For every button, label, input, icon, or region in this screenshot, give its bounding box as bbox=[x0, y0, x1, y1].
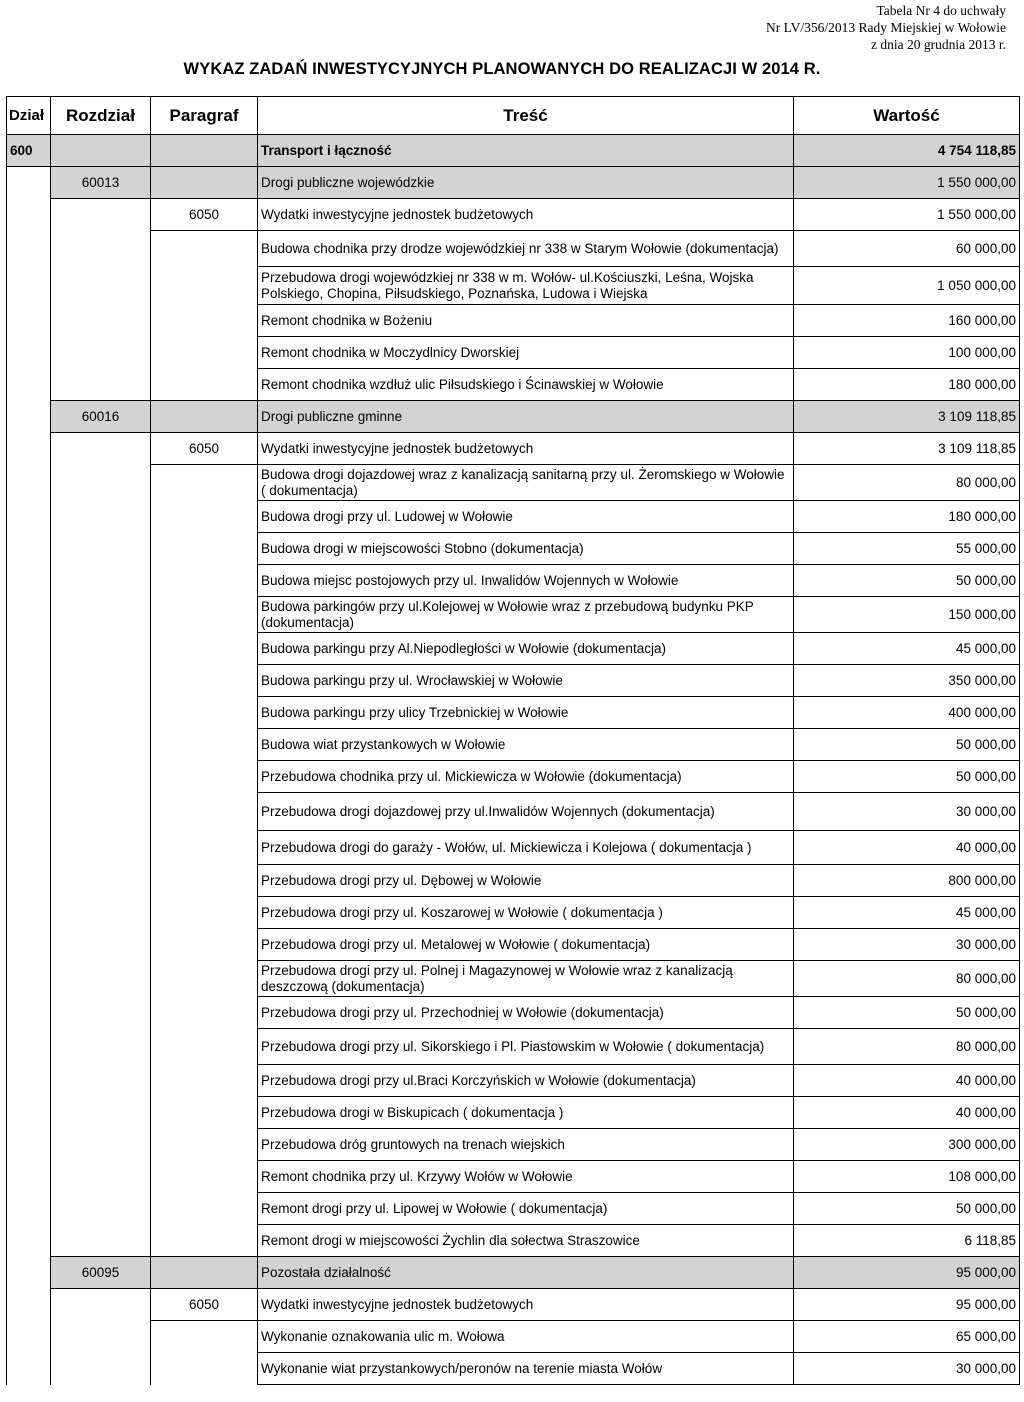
task-value: 80 000,00 bbox=[794, 465, 1020, 501]
empty-cell bbox=[7, 665, 51, 697]
task-row bbox=[7, 533, 1020, 565]
task-value: 1 050 000,00 bbox=[794, 267, 1020, 305]
rozdzial-value: 1 550 000,00 bbox=[794, 167, 1020, 199]
task-value: 108 000,00 bbox=[794, 1161, 1020, 1193]
empty-cell bbox=[7, 897, 51, 929]
empty-cell bbox=[151, 1161, 258, 1193]
task-row bbox=[7, 793, 1020, 831]
empty-cell bbox=[51, 665, 151, 697]
empty-cell bbox=[151, 1321, 258, 1353]
empty-cell bbox=[151, 501, 258, 533]
empty-cell bbox=[51, 831, 151, 865]
task-value: 150 000,00 bbox=[794, 597, 1020, 633]
empty-cell bbox=[151, 597, 258, 633]
task-name: Remont chodnika w Moczydlnicy Dworskiej bbox=[258, 337, 794, 369]
task-row bbox=[7, 729, 1020, 761]
task-name: Remont drogi w miejscowości Żychlin dla sołectwa Straszowice bbox=[258, 1225, 794, 1257]
empty-cell bbox=[7, 465, 51, 501]
task-row bbox=[7, 997, 1020, 1029]
task-value: 160 000,00 bbox=[794, 305, 1020, 337]
task-row bbox=[7, 1353, 1020, 1385]
task-row bbox=[7, 1161, 1020, 1193]
paragraf-value: 1 550 000,00 bbox=[794, 199, 1020, 231]
rozdzial-row bbox=[7, 167, 1020, 199]
task-row bbox=[7, 305, 1020, 337]
task-value: 180 000,00 bbox=[794, 501, 1020, 533]
resolution-note bbox=[766, 2, 1006, 53]
dzial-name: Transport i łączność bbox=[258, 135, 794, 167]
paragraf-name: Wydatki inwestycyjne jednostek budżetowych bbox=[258, 433, 794, 465]
empty-cell bbox=[7, 167, 51, 199]
empty-cell bbox=[51, 305, 151, 337]
empty-cell bbox=[151, 697, 258, 729]
empty-cell bbox=[51, 1289, 151, 1321]
task-row bbox=[7, 1065, 1020, 1097]
empty-cell bbox=[151, 305, 258, 337]
task-name: Budowa miejsc postojowych przy ul. Inwalidów Wojennych w Wołowie bbox=[258, 565, 794, 597]
task-name: Przebudowa dróg gruntowych na trenach wiejskich bbox=[258, 1129, 794, 1161]
task-value: 50 000,00 bbox=[794, 1193, 1020, 1225]
task-row bbox=[7, 929, 1020, 961]
empty-cell bbox=[7, 729, 51, 761]
empty-cell bbox=[151, 135, 258, 167]
col-header-wartosc: Wartość bbox=[794, 97, 1020, 135]
task-row bbox=[7, 231, 1020, 267]
task-value: 6 118,85 bbox=[794, 1225, 1020, 1257]
empty-cell bbox=[7, 1257, 51, 1289]
task-name: Przebudowa drogi przy ul. Koszarowej w Wołowie ( dokumentacja ) bbox=[258, 897, 794, 929]
task-row bbox=[7, 597, 1020, 633]
empty-cell bbox=[151, 897, 258, 929]
rozdzial-value: 3 109 118,85 bbox=[794, 401, 1020, 433]
task-value: 60 000,00 bbox=[794, 231, 1020, 267]
task-row bbox=[7, 865, 1020, 897]
table-body bbox=[7, 135, 1020, 1385]
task-row bbox=[7, 1029, 1020, 1065]
empty-cell bbox=[7, 831, 51, 865]
empty-cell bbox=[151, 533, 258, 565]
empty-cell bbox=[7, 433, 51, 465]
task-row bbox=[7, 1097, 1020, 1129]
task-name: Budowa chodnika przy drodze wojewódzkiej nr 338 w Starym Wołowie (dokumentacja) bbox=[258, 231, 794, 267]
task-name: Przebudowa drogi do garaży - Wołów, ul. Mickiewicza i Kolejowa ( dokumentacja ) bbox=[258, 831, 794, 865]
empty-cell bbox=[7, 597, 51, 633]
empty-cell bbox=[151, 1193, 258, 1225]
rozdzial-name: Drogi publiczne gminne bbox=[258, 401, 794, 433]
empty-cell bbox=[151, 167, 258, 199]
task-row bbox=[7, 1225, 1020, 1257]
empty-cell bbox=[7, 565, 51, 597]
empty-cell bbox=[51, 465, 151, 501]
empty-cell bbox=[7, 305, 51, 337]
task-value: 50 000,00 bbox=[794, 565, 1020, 597]
task-row bbox=[7, 369, 1020, 401]
task-value: 50 000,00 bbox=[794, 761, 1020, 793]
empty-cell bbox=[7, 929, 51, 961]
task-row bbox=[7, 961, 1020, 997]
empty-cell bbox=[151, 997, 258, 1029]
task-value: 30 000,00 bbox=[794, 793, 1020, 831]
task-row bbox=[7, 337, 1020, 369]
task-row bbox=[7, 697, 1020, 729]
empty-cell bbox=[7, 267, 51, 305]
task-name: Remont drogi przy ul. Lipowej w Wołowie ( dokumentacja) bbox=[258, 1193, 794, 1225]
task-name: Remont chodnika przy ul. Krzywy Wołów w Wołowie bbox=[258, 1161, 794, 1193]
empty-cell bbox=[151, 665, 258, 697]
task-value: 65 000,00 bbox=[794, 1321, 1020, 1353]
empty-cell bbox=[51, 231, 151, 267]
empty-cell bbox=[7, 199, 51, 231]
paragraf-code: 6050 bbox=[151, 199, 258, 231]
empty-cell bbox=[51, 961, 151, 997]
task-name: Budowa drogi w miejscowości Stobno (dokumentacja) bbox=[258, 533, 794, 565]
empty-cell bbox=[7, 1065, 51, 1097]
empty-cell bbox=[7, 997, 51, 1029]
task-row bbox=[7, 1193, 1020, 1225]
task-name: Przebudowa chodnika przy ul. Mickiewicza w Wołowie (dokumentacja) bbox=[258, 761, 794, 793]
task-row bbox=[7, 1321, 1020, 1353]
task-name: Przebudowa drogi przy ul. Metalowej w Wołowie ( dokumentacja) bbox=[258, 929, 794, 961]
paragraf-name: Wydatki inwestycyjne jednostek budżetowych bbox=[258, 199, 794, 231]
rozdzial-code: 60095 bbox=[51, 1257, 151, 1289]
task-value: 30 000,00 bbox=[794, 1353, 1020, 1385]
task-row bbox=[7, 267, 1020, 305]
empty-cell bbox=[51, 865, 151, 897]
empty-cell bbox=[7, 1097, 51, 1129]
empty-cell bbox=[7, 337, 51, 369]
empty-cell bbox=[51, 1353, 151, 1385]
task-value: 180 000,00 bbox=[794, 369, 1020, 401]
task-row bbox=[7, 665, 1020, 697]
page-title: WYKAZ ZADAŃ INWESTYCYJNYCH PLANOWANYCH DO REALIZACJI W 2014 R. bbox=[183, 60, 821, 78]
task-name: Przebudowa drogi przy ul. Polnej i Magazynowej w Wołowie wraz z kanalizacją deszczową (dokumentacja) bbox=[258, 961, 794, 997]
task-value: 80 000,00 bbox=[794, 1029, 1020, 1065]
task-name: Przebudowa drogi wojewódzkiej nr 338 w m. Wołów- ul.Kościuszki, Leśna, Wojska Polskiego, Chopina, Piłsudskiego, Poznańska, Ludowa i Wiejska bbox=[258, 267, 794, 305]
empty-cell bbox=[7, 1193, 51, 1225]
empty-cell bbox=[51, 1129, 151, 1161]
empty-cell bbox=[51, 533, 151, 565]
empty-cell bbox=[151, 401, 258, 433]
task-row bbox=[7, 831, 1020, 865]
task-name: Budowa drogi przy ul. Ludowej w Wołowie bbox=[258, 501, 794, 533]
empty-cell bbox=[151, 729, 258, 761]
col-header-paragraf: Paragraf bbox=[151, 97, 258, 135]
empty-cell bbox=[7, 401, 51, 433]
col-header-rozdzial: Rozdział bbox=[51, 97, 151, 135]
task-value: 800 000,00 bbox=[794, 865, 1020, 897]
col-header-dzial: Dział bbox=[7, 97, 51, 135]
resolution-note-line: Tabela Nr 4 do uchwały bbox=[876, 3, 1006, 18]
empty-cell bbox=[151, 1257, 258, 1289]
empty-cell bbox=[51, 597, 151, 633]
empty-cell bbox=[7, 1353, 51, 1385]
empty-cell bbox=[7, 1225, 51, 1257]
empty-cell bbox=[151, 831, 258, 865]
empty-cell bbox=[51, 1029, 151, 1065]
task-name: Budowa parkingu przy ul. Wrocławskiej w Wołowie bbox=[258, 665, 794, 697]
dzial-value: 4 754 118,85 bbox=[794, 135, 1020, 167]
empty-cell bbox=[7, 1029, 51, 1065]
empty-cell bbox=[51, 1161, 151, 1193]
empty-cell bbox=[7, 865, 51, 897]
dzial-row bbox=[7, 135, 1020, 167]
task-value: 40 000,00 bbox=[794, 1097, 1020, 1129]
empty-cell bbox=[7, 633, 51, 665]
task-value: 50 000,00 bbox=[794, 997, 1020, 1029]
task-value: 100 000,00 bbox=[794, 337, 1020, 369]
empty-cell bbox=[151, 1129, 258, 1161]
empty-cell bbox=[151, 793, 258, 831]
task-row bbox=[7, 761, 1020, 793]
rozdzial-code: 60013 bbox=[51, 167, 151, 199]
task-name: Wykonanie oznakowania ulic m. Wołowa bbox=[258, 1321, 794, 1353]
paragraf-code: 6050 bbox=[151, 1289, 258, 1321]
paragraf-value: 3 109 118,85 bbox=[794, 433, 1020, 465]
task-name: Remont chodnika w Bożeniu bbox=[258, 305, 794, 337]
rozdzial-name: Drogi publiczne wojewódzkie bbox=[258, 167, 794, 199]
empty-cell bbox=[151, 267, 258, 305]
task-value: 55 000,00 bbox=[794, 533, 1020, 565]
empty-cell bbox=[51, 1225, 151, 1257]
rozdzial-code: 60016 bbox=[51, 401, 151, 433]
empty-cell bbox=[151, 1097, 258, 1129]
investment-table bbox=[6, 96, 1020, 1385]
empty-cell bbox=[7, 1129, 51, 1161]
task-value: 30 000,00 bbox=[794, 929, 1020, 961]
empty-cell bbox=[151, 1065, 258, 1097]
task-name: Przebudowa drogi przy ul.Braci Korczyńskich w Wołowie (dokumentacja) bbox=[258, 1065, 794, 1097]
task-value: 40 000,00 bbox=[794, 831, 1020, 865]
empty-cell bbox=[51, 1321, 151, 1353]
empty-cell bbox=[151, 369, 258, 401]
task-name: Budowa wiat przystankowych w Wołowie bbox=[258, 729, 794, 761]
empty-cell bbox=[151, 337, 258, 369]
task-value: 350 000,00 bbox=[794, 665, 1020, 697]
empty-cell bbox=[51, 793, 151, 831]
empty-cell bbox=[51, 433, 151, 465]
resolution-note-line: z dnia 20 grudnia 2013 r. bbox=[871, 37, 1006, 52]
task-value: 400 000,00 bbox=[794, 697, 1020, 729]
task-name: Budowa parkingu przy Al.Niepodległości w Wołowie (dokumentacja) bbox=[258, 633, 794, 665]
empty-cell bbox=[51, 1193, 151, 1225]
task-row bbox=[7, 465, 1020, 501]
empty-cell bbox=[51, 929, 151, 961]
task-value: 300 000,00 bbox=[794, 1129, 1020, 1161]
task-name: Przebudowa drogi przy ul. Dębowej w Wołowie bbox=[258, 865, 794, 897]
task-name: Budowa parkingów przy ul.Kolejowej w Wołowie wraz z przebudową budynku PKP (dokumentacja) bbox=[258, 597, 794, 633]
empty-cell bbox=[51, 633, 151, 665]
task-value: 45 000,00 bbox=[794, 633, 1020, 665]
task-row bbox=[7, 897, 1020, 929]
empty-cell bbox=[51, 1065, 151, 1097]
empty-cell bbox=[151, 865, 258, 897]
empty-cell bbox=[51, 897, 151, 929]
col-header-tresc: Treść bbox=[258, 97, 794, 135]
paragraf-value: 95 000,00 bbox=[794, 1289, 1020, 1321]
paragraf-row bbox=[7, 1289, 1020, 1321]
task-value: 80 000,00 bbox=[794, 961, 1020, 997]
task-row bbox=[7, 501, 1020, 533]
task-name: Przebudowa drogi przy ul. Sikorskiego i Pl. Piastowskim w Wołowie ( dokumentacja) bbox=[258, 1029, 794, 1065]
empty-cell bbox=[151, 1029, 258, 1065]
table-header-row bbox=[7, 97, 1020, 135]
empty-cell bbox=[7, 697, 51, 729]
empty-cell bbox=[51, 369, 151, 401]
paragraf-name: Wydatki inwestycyjne jednostek budżetowych bbox=[258, 1289, 794, 1321]
empty-cell bbox=[151, 465, 258, 501]
empty-cell bbox=[151, 1353, 258, 1385]
empty-cell bbox=[151, 929, 258, 961]
task-value: 40 000,00 bbox=[794, 1065, 1020, 1097]
empty-cell bbox=[7, 533, 51, 565]
dzial-code: 600 bbox=[7, 135, 51, 167]
rozdzial-row bbox=[7, 1257, 1020, 1289]
rozdzial-name: Pozostała działalność bbox=[258, 1257, 794, 1289]
empty-cell bbox=[7, 1321, 51, 1353]
rozdzial-value: 95 000,00 bbox=[794, 1257, 1020, 1289]
task-row bbox=[7, 633, 1020, 665]
empty-cell bbox=[7, 961, 51, 997]
empty-cell bbox=[51, 337, 151, 369]
empty-cell bbox=[7, 1161, 51, 1193]
empty-cell bbox=[51, 761, 151, 793]
empty-cell bbox=[7, 369, 51, 401]
task-row bbox=[7, 1129, 1020, 1161]
resolution-note-line: Nr LV/356/2013 Rady Miejskiej w Wołowie bbox=[765, 20, 1006, 35]
empty-cell bbox=[51, 565, 151, 597]
task-value: 50 000,00 bbox=[794, 729, 1020, 761]
paragraf-code: 6050 bbox=[151, 433, 258, 465]
task-name: Przebudowa drogi przy ul. Przechodniej w Wołowie (dokumentacja) bbox=[258, 997, 794, 1029]
empty-cell bbox=[7, 793, 51, 831]
empty-cell bbox=[51, 997, 151, 1029]
task-name: Budowa parkingu przy ulicy Trzebnickiej w Wołowie bbox=[258, 697, 794, 729]
task-name: Wykonanie wiat przystankowych/peronów na terenie miasta Wołów bbox=[258, 1353, 794, 1385]
empty-cell bbox=[151, 1225, 258, 1257]
empty-cell bbox=[51, 729, 151, 761]
empty-cell bbox=[7, 761, 51, 793]
empty-cell bbox=[7, 231, 51, 267]
task-name: Przebudowa drogi w Biskupicach ( dokumentacja ) bbox=[258, 1097, 794, 1129]
task-name: Budowa drogi dojazdowej wraz z kanalizacją sanitarną przy ul. Żeromskiego w Wołowie ( dokumentacja) bbox=[258, 465, 794, 501]
empty-cell bbox=[7, 1289, 51, 1321]
rozdzial-row bbox=[7, 401, 1020, 433]
empty-cell bbox=[151, 761, 258, 793]
empty-cell bbox=[51, 267, 151, 305]
task-row bbox=[7, 565, 1020, 597]
empty-cell bbox=[51, 1097, 151, 1129]
task-value: 45 000,00 bbox=[794, 897, 1020, 929]
empty-cell bbox=[151, 565, 258, 597]
paragraf-row bbox=[7, 199, 1020, 231]
empty-cell bbox=[7, 501, 51, 533]
empty-cell bbox=[151, 961, 258, 997]
empty-cell bbox=[151, 633, 258, 665]
paragraf-row bbox=[7, 433, 1020, 465]
empty-cell bbox=[51, 199, 151, 231]
empty-cell bbox=[51, 501, 151, 533]
empty-cell bbox=[51, 697, 151, 729]
empty-cell bbox=[151, 231, 258, 267]
task-name: Remont chodnika wzdłuż ulic Piłsudskiego i Ścinawskiej w Wołowie bbox=[258, 369, 794, 401]
task-name: Przebudowa drogi dojazdowej przy ul.Inwalidów Wojennych (dokumentacja) bbox=[258, 793, 794, 831]
empty-cell bbox=[51, 135, 151, 167]
